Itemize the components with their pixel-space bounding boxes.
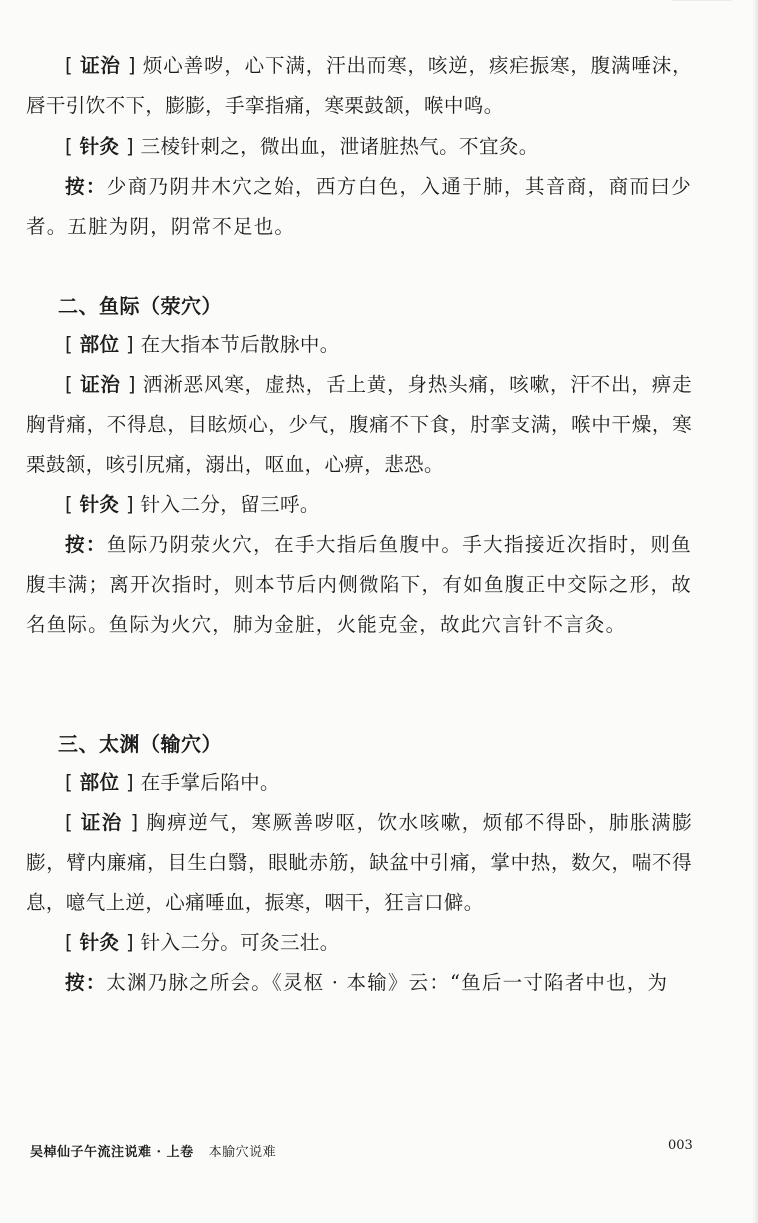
bracket-close: ] [119,771,141,794]
s3-note-label: 按： [65,971,107,994]
bracket-open: [ [65,931,80,954]
s3-zhengzhi-paragraph [26,803,692,923]
bracket-open: [ [65,771,80,794]
bracket-open: [ [65,135,80,158]
s2-note-text: 鱼际乃阴荥火穴，在手大指后鱼腹中。手大指接近次指时，则鱼腹丰满；离开次指时，则本节后内侧微陷下，有如鱼腹正中交际之形，故名鱼际。鱼际为火穴，肺为金脏，火能克金，故此穴言针不言灸。 [26,533,693,636]
s1-note-label: 按： [65,175,107,198]
footer-book-title: 吴棹仙子午流注说难 · 上卷 [30,1145,194,1160]
s1-note-text: 少商乃阴井木穴之始，西方白色，入通于肺，其音商，商而曰少者。五脏为阴，阴常不足也。 [26,175,693,238]
s1-zhenjiu-label: 针灸 [79,135,120,158]
s2-buwei-paragraph [26,325,692,365]
s1-zhengzhi-paragraph [26,46,692,126]
s3-zhenjiu-paragraph [26,923,692,963]
s1-zhengzhi-text: 烦心善哕，心下满，汗出而寒，咳逆，痎疟振寒，腹满唾沫，唇干引饮不下，膨膨，手挛指痛，寒栗鼓颔，喉中鸣。 [26,54,692,117]
s3-zhenjiu-label: 针灸 [79,931,120,954]
s3-buwei-paragraph [26,763,692,803]
s2-note-paragraph [26,525,692,645]
s1-zhenjiu-text: 三棱针刺之，微出血，泄诸脏热气。不宜灸。 [140,135,539,158]
s3-zhenjiu-text: 针入二分。可灸三壮。 [140,931,340,954]
s3-buwei-text: 在手掌后陷中。 [140,771,280,794]
s3-buwei-label: 部位 [79,771,120,794]
s2-zhenjiu-label: 针灸 [79,493,120,516]
s2-zhengzhi-label: 证治 [80,373,121,396]
s3-heading: 三、太渊（输穴） [58,732,222,756]
running-footer [30,1141,276,1160]
bracket-open: [ [65,54,81,77]
s2-zhengzhi-paragraph [26,365,692,485]
s2-buwei-text: 在大指本节后散脉中。 [140,333,340,356]
bracket-open: [ [65,493,80,516]
bracket-close: ] [122,811,147,834]
bracket-open: [ [65,333,80,356]
s2-zhenjiu-text: 针入二分，留三呼。 [140,493,320,516]
s1-zhengzhi-label: 证治 [80,54,121,77]
s2-note-label: 按： [65,533,107,556]
bracket-open: [ [65,373,81,396]
bracket-close: ] [120,54,143,77]
scan-corner-mark [672,0,732,15]
footer-chapter: 本腧穴说难 [208,1145,277,1160]
bracket-close: ] [119,135,141,158]
s3-note-paragraph [26,963,692,1003]
s1-note-paragraph [26,167,692,247]
s1-zhenjiu-paragraph [26,127,692,167]
bracket-close: ] [119,931,141,954]
s2-zhengzhi-text: 洒淅恶风寒，虚热，舌上黄，身热头痛，咳嗽，汗不出，痹走胸背痛，不得息，目眩烦心，少气，腹痛不下食，肘挛支满，喉中干燥，寒栗鼓颔，咳引尻痛，溺出，呕血，心痹，悲恐。 [26,373,692,476]
page-number: 003 [668,1138,693,1153]
s3-note-text: 太渊乃脉之所会。《灵枢 · 本输》云：“鱼后一寸陷者中也，为 [106,971,669,994]
s3-zhengzhi-text: 胸痹逆气，寒厥善哕呕，饮水咳嗽，烦郁不得卧，肺胀满膨膨，臂内廉痛，目生白翳，眼眦赤筋，缺盆中引痛，掌中热，数欠，喘不得息，噫气上逆，心痛唾血，振寒，咽干，狂言口僻。 [26,811,692,914]
bracket-close: ] [120,373,143,396]
s2-heading: 二、鱼际（荥穴） [58,294,222,318]
s3-zhengzhi-label: 证治 [80,811,123,834]
page-edge-shadow [752,0,758,1223]
s2-buwei-label: 部位 [79,333,120,356]
bracket-close: ] [119,493,141,516]
footer-spacer [194,1145,209,1160]
bracket-open: [ [65,811,81,834]
bracket-close: ] [119,333,141,356]
s2-zhenjiu-paragraph [26,485,692,525]
